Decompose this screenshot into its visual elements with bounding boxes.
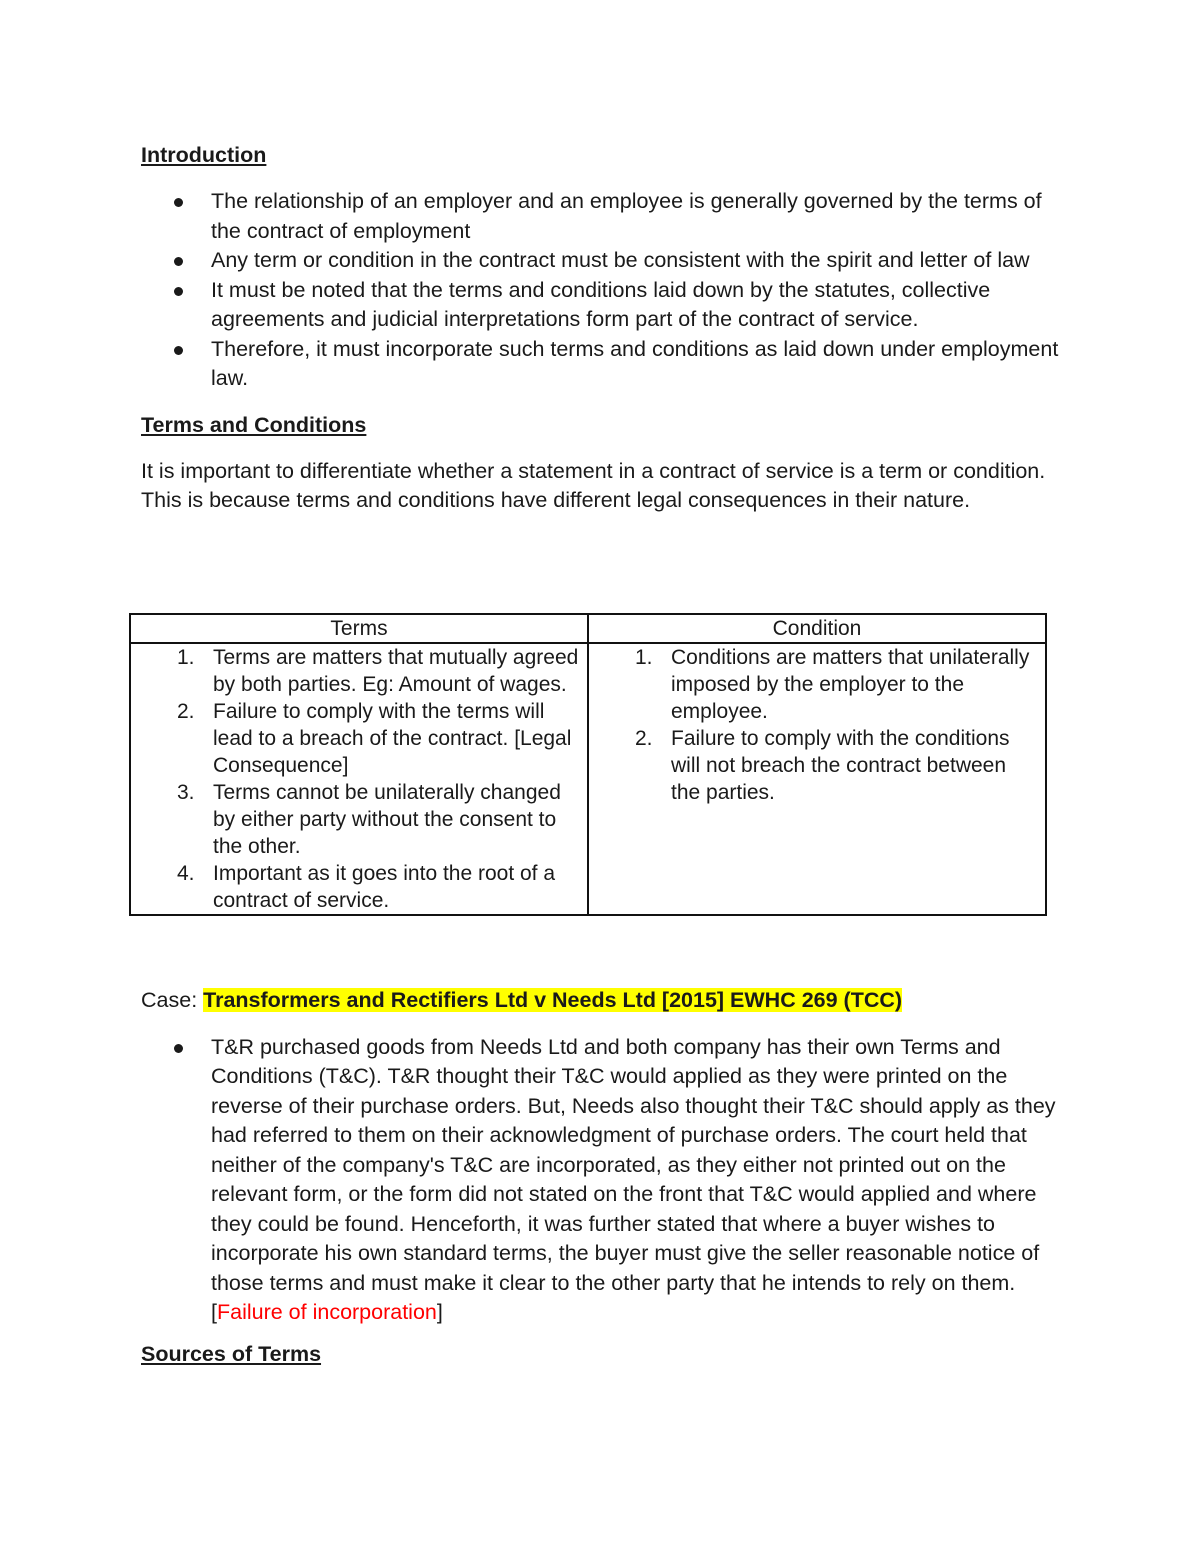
bullet-icon	[174, 287, 183, 296]
terms-list	[131, 644, 587, 914]
case-name-highlight: Transformers and Rectifiers Ltd v Needs Ltd [2015] EWHC 269 (TCC)	[203, 988, 903, 1012]
terms-conditions-paragraph: It is important to differentiate whether a statement in a contract of service is a term or condition. This is because terms and conditions have different legal consequences in their nature.	[141, 458, 1046, 512]
sources-of-terms-heading: Sources of Terms	[141, 1342, 322, 1366]
list-item: T&R purchased goods from Needs Ltd and both company has their own Terms and Conditions (T&C). T&R thought their T&C would applied as they were printed on the reverse of their purchase orders. But, Needs also thought their T&C should apply as they had referred to them on their acknowledgment of purchase orders. The court held that neither of the company's T&C are incorporated, as they either not printed out on the relevant form, or the form did not stated on the front that T&C would applied and where they could be found. Henceforth, it was further stated that where a buyer wishes to incorporate his own standard terms, the buyer must give the seller reasonable notice of those terms and must make it clear to the other party that he intends to rely on them. [Failure of incorporation]	[141, 1033, 1061, 1328]
list-item: 4. Important as it goes into the root of a contract of service.	[177, 862, 556, 912]
conditions-cell	[588, 643, 1046, 915]
list-item: 2. Failure to comply with the terms will lead to a breach of the contract. [Legal Consequence]	[177, 700, 572, 777]
table-header-condition: Condition	[588, 614, 1046, 643]
conditions-list	[589, 644, 1045, 806]
case-list	[141, 1033, 1061, 1328]
bullet-icon	[174, 257, 183, 266]
terms-cell	[130, 643, 588, 915]
bullet-icon	[174, 346, 183, 355]
table-header-terms: Terms	[130, 614, 588, 643]
terms-conditions-table	[129, 613, 1047, 916]
list-item: 1. Conditions are matters that unilaterally imposed by the employer to the employee.	[635, 646, 1030, 723]
case-section	[141, 986, 1061, 1328]
list-item: 3. Terms cannot be unilaterally changed by either party without the consent to the other.	[177, 781, 561, 858]
introduction-list	[141, 187, 1061, 394]
list-item: It must be noted that the terms and conditions laid down by the statutes, collective agreements and judicial interpretations form part of the contract of service.	[141, 276, 1061, 335]
document-page	[141, 141, 1061, 1366]
failure-of-incorporation-label: Failure of incorporation	[216, 1300, 437, 1324]
case-label: Case:	[141, 988, 204, 1012]
list-item: The relationship of an employer and an employee is generally governed by the terms of the contract of employment	[141, 187, 1061, 246]
list-item: 2. Failure to comply with the conditions will not breach the contract between the parties.	[635, 727, 1010, 804]
case-summary: T&R purchased goods from Needs Ltd and both company has their own Terms and Conditions (T&C). T&R thought their T&C would applied as they were printed on the reverse of their purchase orders. But, Needs also thought their T&C should apply as they had referred to them on their acknowledgment of purchase orders. The court held that neither of the company's T&C are incorporated, as they either not printed out on the relevant form, or the form did not stated on the front that T&C would applied and where they could be found. Henceforth, it was further stated that where a buyer wishes to incorporate his own standard terms, the buyer must give the seller reasonable notice of those terms and must make it clear to the other party that he intends to rely on them.	[211, 1034, 1056, 1295]
list-item: Therefore, it must incorporate such terms and conditions as laid down under employment law.	[141, 335, 1061, 394]
case-title	[141, 986, 1061, 1016]
bullet-icon	[174, 1044, 183, 1053]
bullet-icon	[174, 198, 183, 207]
list-item: Any term or condition in the contract must be consistent with the spirit and letter of law	[141, 246, 1061, 276]
introduction-heading: Introduction	[141, 143, 267, 167]
terms-conditions-heading: Terms and Conditions	[141, 412, 367, 437]
list-item: 1. Terms are matters that mutually agreed by both parties. Eg: Amount of wages.	[177, 646, 579, 696]
